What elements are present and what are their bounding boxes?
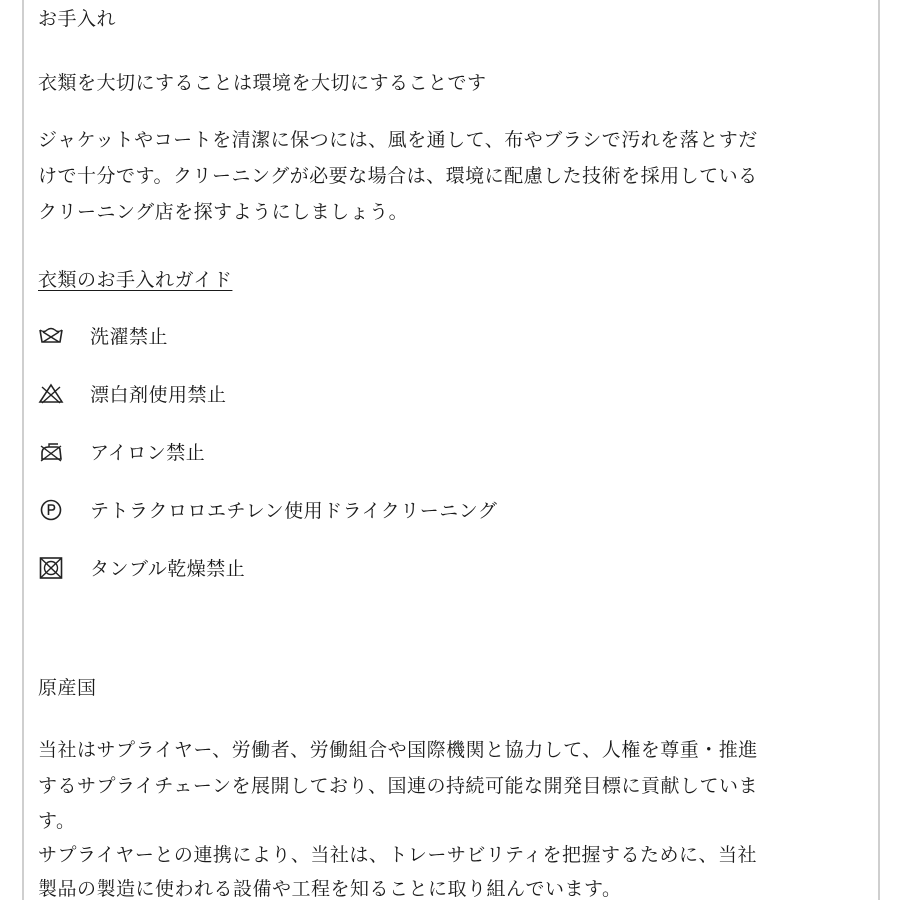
care-item-label: 洗濯禁止 [90,326,169,348]
care-item-dry-clean [38,496,497,523]
origin-paragraph2-line-2: 製品の製造に使われる設備や工程を知ることに取り組んでいます。 [38,878,622,900]
origin-paragraph1-line-2: するサプライチェーンを展開しており、国連の持続可能な開発目標に貢献していま [38,775,758,797]
care-paragraph-line-2: けで十分です。クリーニングが必要な場合は、環境に配慮した技術を採用している [38,165,758,187]
no-bleach-icon [38,382,64,406]
origin-heading: 原産国 [38,677,97,699]
no-wash-icon [38,324,64,348]
care-subheading: 衣類を大切にすることは環境を大切にすることです [38,72,487,94]
origin-paragraph1-line-1: 当社はサプライヤー、労働者、労働組合や国際機関と協力して、人権を尊重・推進 [38,739,758,761]
care-paragraph-line-1: ジャケットやコートを清潔に保つには、風を通して、布やブラシで汚れを落とすだ [38,129,758,151]
origin-paragraph2-line-1: サプライヤーとの連携により、当社は、トレーサビリティを把握するために、当社 [38,844,758,866]
origin-paragraph1-line-3: す。 [38,810,76,832]
no-iron-icon [38,440,64,464]
care-item-label: テトラクロロエチレン使用ドライクリーニング [90,500,498,522]
care-item-label: 漂白剤使用禁止 [90,384,227,406]
care-guide-title: 衣類のお手入れガイド [38,269,233,291]
dry-clean-p-icon [38,498,64,522]
care-item-label: アイロン禁止 [90,442,206,464]
care-item-no-bleach [38,380,227,407]
care-item-label: タンブル乾燥禁止 [90,558,246,580]
care-item-no-iron [38,438,205,465]
care-heading: お手入れ [38,8,117,30]
care-item-no-tumble-dry [38,554,245,581]
care-paragraph-line-3: クリーニング店を探すようにしましょう。 [38,201,409,223]
no-tumble-dry-icon [38,556,64,580]
care-item-no-wash [38,322,168,349]
